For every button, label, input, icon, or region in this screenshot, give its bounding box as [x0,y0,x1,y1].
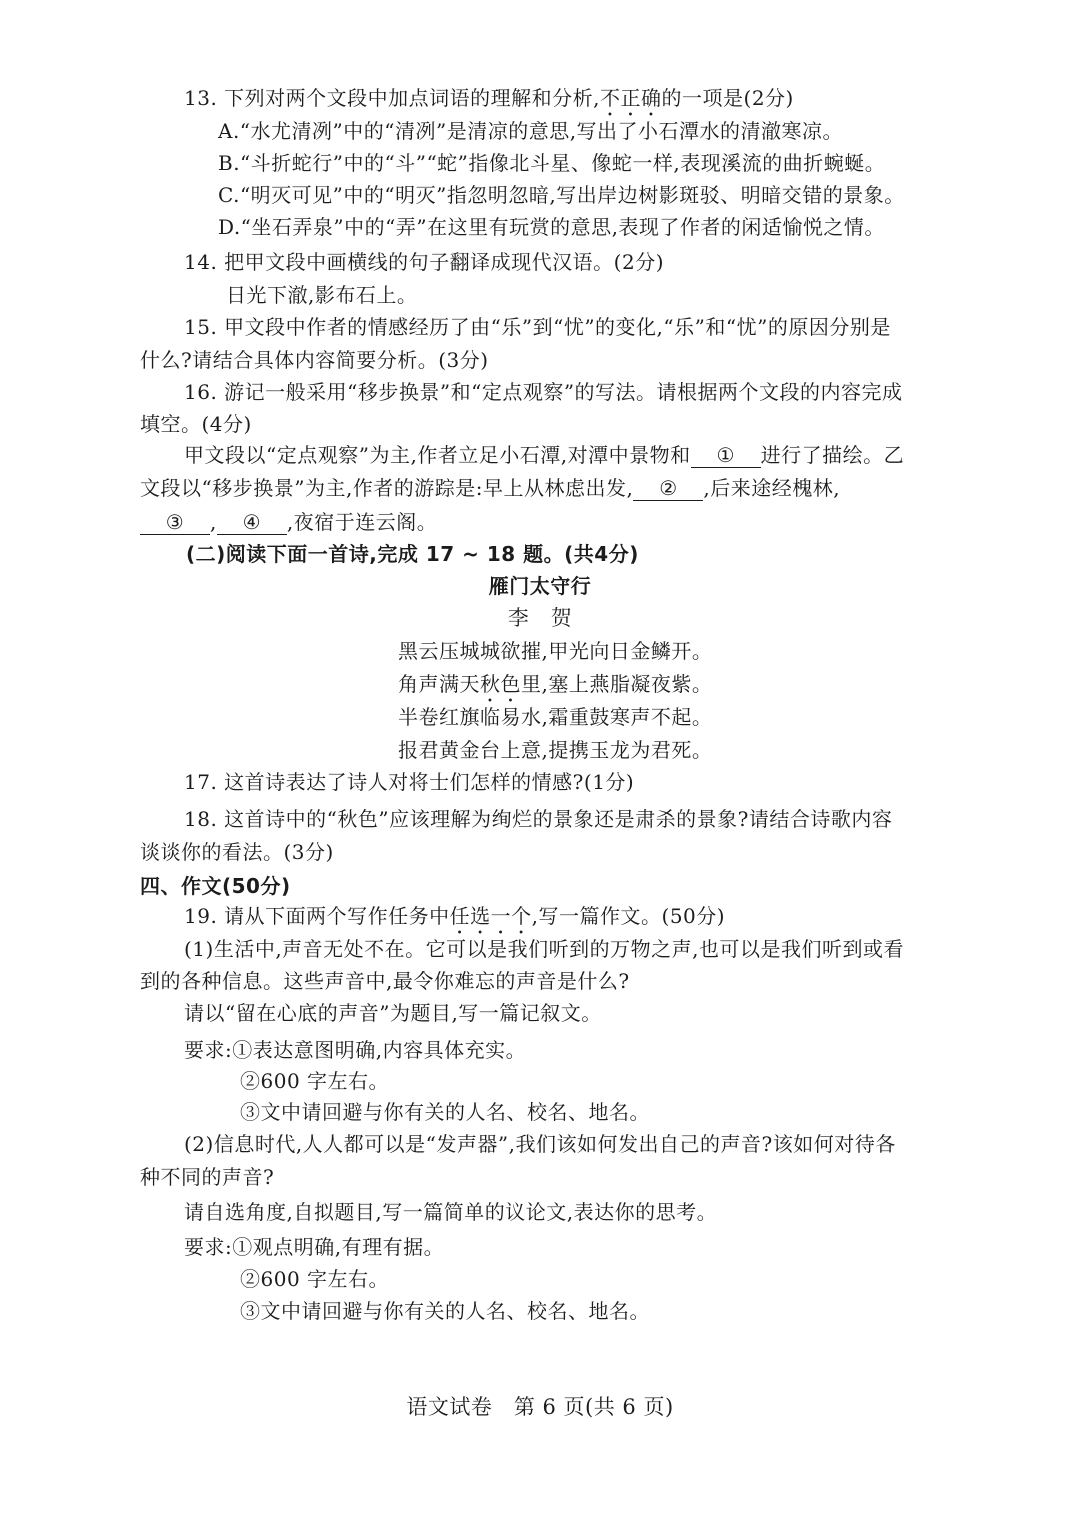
q15-line1: 15. 甲文段中作者的情感经历了由“乐”到“忧”的变化,“乐”和“忧”的原因分别是 [184,315,891,339]
blank-2[interactable]: ② [633,476,703,501]
q13-option-b: B.“斗折蛇行”中的“斗”“蛇”指像北斗星、像蛇一样,表现溪流的曲折蜿蜒。 [218,151,886,175]
q18-line2: 谈谈你的看法。(3分) [140,840,334,864]
q15-line2: 什么?请结合具体内容简要分析。(3分) [140,348,489,372]
poem-line-1: 黑云压城城欲摧,甲光向日金鳞开。 [398,639,713,663]
q16-separator: , [210,510,217,534]
q19-stem-emphasis: 任选一个 [449,904,532,928]
task-1-requirement-3: ③文中请回避与你有关的人名、校名、地名。 [240,1100,650,1124]
task-2-requirement-2: ②600 字左右。 [240,1267,390,1291]
blank-3[interactable]: ③ [140,510,210,535]
q13-stem-b: 的一项是(2分) [661,86,794,110]
page-footer: 语文试卷 第 6 页(共 6 页) [406,1395,674,1419]
q13-option-c: C.“明灭可见”中的“明灭”指忽明忽暗,写出岸边树影斑驳、明暗交错的景象。 [218,183,905,207]
q13-option-a: A.“水尤清冽”中的“清冽”是清凉的意思,写出了小石潭水的清澈寒凉。 [218,119,844,143]
q19-stem-a: 19. 请从下面两个写作任务中 [184,904,450,928]
q16-fill-line3 [140,508,437,536]
poem-title: 雁门太守行 [488,574,592,598]
poem-line-2 [398,670,712,707]
poem-line-4: 报君黄金台上意,提携玉龙为君死。 [398,738,713,762]
blank-1[interactable]: ① [691,443,761,468]
section-4-heading: 四、作文(50分) [140,874,291,898]
poem-line-2b: 里,塞上燕脂凝夜紫。 [521,672,713,696]
poem-line-2a: 角声满天 [398,672,480,696]
q18-line1: 18. 这首诗中的“秋色”应该理解为绚烂的景象还是肃杀的景象?请结合诗歌内容 [184,807,893,831]
q16-text-1a: 甲文段以“定点观察”为主,作者立足小石潭,对潭中景物和 [184,443,691,467]
task-2-requirement-3: ③文中请回避与你有关的人名、校名、地名。 [240,1299,650,1323]
section-2-heading: (二)阅读下面一首诗,完成 17 ~ 18 题。(共4分) [186,542,639,566]
task-2-title-instruction: 请自选角度,自拟题目,写一篇简单的议论文,表达你的思考。 [184,1200,718,1224]
q13-option-d: D.“坐石弄泉”中的“弄”在这里有玩赏的意思,表现了作者的闲适愉悦之情。 [218,215,885,239]
q17: 17. 这首诗表达了诗人对将士们怎样的情感?(1分) [184,770,635,794]
task-2-requirement-1: 要求:①观点明确,有理有据。 [184,1235,445,1259]
q19-stem-b: ,写一篇作文。(50分) [531,904,726,928]
task-1-title-instruction: 请以“留在心底的声音”为题目,写一篇记叙文。 [184,1001,602,1025]
q16-text-3b: ,夜宿于连云阁。 [286,510,438,534]
q16-fill-line1 [184,441,904,469]
task-1-line1: (1)生活中,声音无处不在。它可以是我们听到的万物之声,也可以是我们听到或看 [184,937,905,961]
q19-stem [184,902,725,939]
blank-4[interactable]: ④ [217,510,287,535]
q16-line1: 16. 游记一般采用“移步换景”和“定点观察”的写法。请根据两个文段的内容完成 [184,380,903,404]
task-1-requirement-2: ②600 字左右。 [240,1069,390,1093]
poem-line-3: 半卷红旗临易水,霜重鼓寒声不起。 [398,705,713,729]
q16-text-1b: 进行了描绘。乙 [760,443,905,467]
poem-line-2-emphasis: 秋色 [480,672,521,696]
q16-text-2a: 文段以“移步换景”为主,作者的游踪是:早上从林虑出发, [140,476,634,500]
q16-text-2b: ,后来途经槐林, [703,476,841,500]
q16-fill-line2 [140,474,840,502]
q16-line2: 填空。(4分) [140,412,252,436]
q14-stem: 14. 把甲文段中画横线的句子翻译成现代汉语。(2分) [184,250,664,274]
poem-author: 李 贺 [507,606,573,630]
q14-sentence: 日光下澈,影布石上。 [226,283,418,307]
task-2-line2: 种不同的声音? [140,1165,275,1189]
q13-stem-emphasis: 不正确 [600,86,662,110]
task-2-line1: (2)信息时代,人人都可以是“发声器”,我们该如何发出自己的声音?该如何对待各 [184,1132,896,1156]
q13-stem [184,84,794,121]
task-1-requirement-1: 要求:①表达意图明确,内容具体充实。 [184,1038,527,1062]
q13-stem-a: 13. 下列对两个文段中加点词语的理解和分析, [184,86,601,110]
task-1-line2: 到的各种信息。这些声音中,最令你难忘的声音是什么? [140,969,630,993]
